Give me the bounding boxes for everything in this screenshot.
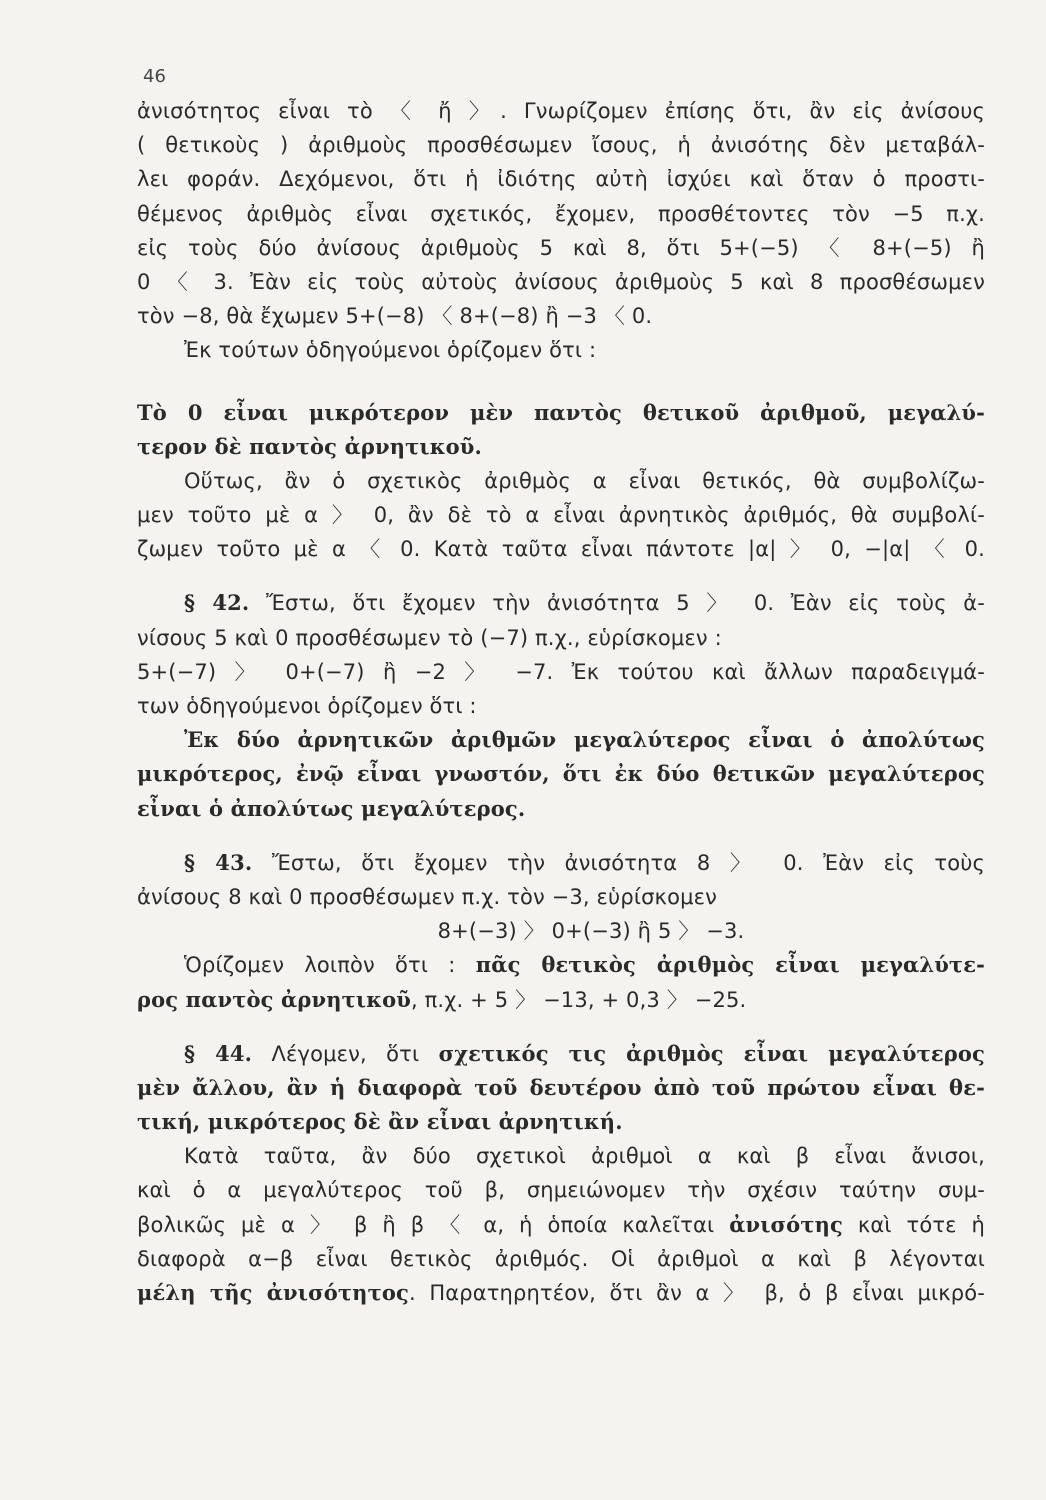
page-number: 46 xyxy=(143,66,166,87)
section-44-line xyxy=(137,1037,985,1071)
formula-line: 8+(−3) 〉 0+(−3) ἢ 5 〉 −3. xyxy=(437,919,745,944)
section-43-line xyxy=(137,846,985,880)
definition-line xyxy=(137,948,985,982)
bold-span: μέλη τῆς ἀνισότητος xyxy=(137,1280,409,1305)
text-line: μεν τοῦτο μὲ α 〉 0, ἂν δὲ τὸ α εἶναι ἀρνητικὸς ἀριθμός, θὰ συμβολί- xyxy=(137,503,985,528)
text-line: 0 〈 3. Ἐὰν εἰς τοὺς αὐτοὺς ἀνίσους ἀριθμοὺς 5 καὶ 8 προσθέσωμεν xyxy=(137,269,985,294)
definition-line: εἶναι ὁ ἀπολύτως μεγαλύτερος. xyxy=(137,795,526,821)
bold-span: σχετικός τις ἀριθμὸς εἶναι μεγαλύτερος xyxy=(438,1040,985,1066)
definition-line: μὲν ἄλλου, ἂν ἡ διαφορὰ τοῦ δευτέρου ἀπὸ τοῦ πρώτου εἶναι θε- xyxy=(137,1074,985,1100)
text-line: λει φοράν. Δεχόμενοι, ὅτι ἡ ἰδιότης αὐτὴ ἰσχύει καὶ ὅταν ὁ προστι- xyxy=(137,167,985,192)
text-line: ( θετικοὺς ) ἀριθμοὺς προσθέσωμεν ἴσους, ἡ ἀνισότης δὲν μεταβάλ- xyxy=(137,133,985,158)
text-span: Ἔστω, ὅτι ἔχομεν τὴν ἀνισότητα 5 〉 0. Ἐὰν εἰς τοὺς ἀ- xyxy=(249,591,986,616)
definition-line: μικρότερος, ἐνῷ εἶναι γνωστόν, ὅτι ἐκ δύο θετικῶν μεγαλύτερος xyxy=(137,761,985,787)
text-line: εἰς τοὺς δύο ἀνίσους ἀριθμοὺς 5 καὶ 8, ὅτι 5+(−5) 〈 8+(−5) ἢ xyxy=(137,235,985,260)
text-line: Ἐκ τούτων ὁδηγούμενοι ὁρίζομεν ὅτι : xyxy=(184,338,597,363)
section-42-line xyxy=(137,586,985,620)
text-span: Λέγομεν, ὅτι xyxy=(252,1041,439,1066)
text-line: ἀνισότητος εἶναι τὸ 〈 ἤ 〉. Γνωρίζομεν ἐπίσης ὅτι, ἂν εἰς ἀνίσους xyxy=(137,99,985,123)
spacer xyxy=(137,1017,985,1037)
text-line: Κατὰ ταῦτα, ἂν δύο σχετικοὶ ἀριθμοὶ α καὶ β εἶναι ἄνισοι, xyxy=(184,1144,985,1169)
text-line: θέμενος ἀριθμὸς εἶναι σχετικός, ἔχομεν, προσθέτοντες τὸν −5 π.χ. xyxy=(137,201,985,226)
text-span: καὶ τότε ἡ xyxy=(842,1212,985,1237)
definition-line: Ἐκ δύο ἀρνητικῶν ἀριθμῶν μεγαλύτερος εἶναι ὁ ἀπολύτως xyxy=(184,727,985,753)
text-line: καὶ ὁ α μεγαλύτερος τοῦ β, σημειώνομεν τὴν σχέσιν ταύτην συμ- xyxy=(137,1178,985,1203)
spacer xyxy=(137,566,985,586)
text-line: ζωμεν τοῦτο μὲ α 〈 0. Κατὰ ταῦτα εἶναι πάντοτε |α| 〉 0, −|α| 〈 0. xyxy=(137,537,985,562)
spacer xyxy=(137,826,985,846)
bold-span: ρος παντὸς ἀρνητικοῦ xyxy=(137,986,411,1012)
text-span: βολικῶς μὲ α 〉 β ἢ β 〈 α, ἡ ὁποία καλεῖται xyxy=(137,1212,730,1237)
bold-span: ἀνισότης xyxy=(729,1211,843,1237)
text-line: 5+(−7) 〉 0+(−7) ἢ −2 〉 −7. Ἐκ τούτου καὶ ἄλλων παραδειγμά- xyxy=(137,659,985,684)
text-span: , π.χ. + 5 〉 −13, + 0,3 〉 −25. xyxy=(410,987,747,1012)
text-span: . Παρατηρητέον, ὅτι ἂν α 〉 β, ὁ β εἶναι μικρό- xyxy=(408,1281,985,1305)
bold-span: πᾶς θετικὸς ἀριθμὸς εἶναι μεγαλύτε- xyxy=(475,952,985,978)
definition-line xyxy=(137,983,985,1017)
text-line xyxy=(137,1276,985,1310)
section-number: § 42. xyxy=(184,590,250,616)
text-line: διαφορὰ α−β εἶναι θετικὸς ἀριθμός. Οἱ ἀριθμοὶ α καὶ β λέγονται xyxy=(137,1246,985,1271)
section-number: § 44. xyxy=(184,1040,253,1066)
page-text xyxy=(137,94,985,1310)
text-line: Οὕτως, ἂν ὁ σχετικὸς ἀριθμὸς α εἶναι θετικός, θὰ συμβολίζω- xyxy=(184,468,985,493)
text-span: Ἔστω, ὅτι ἔχομεν τὴν ἀνισότητα 8 〉 0. Ἐὰν εἰς τοὺς xyxy=(252,850,985,875)
text-span: Ὁρίζομεν λοιπὸν ὅτι : xyxy=(184,953,476,978)
definition-line: τική, μικρότερος δὲ ἂν εἶναι ἀρνητική. xyxy=(137,1109,623,1135)
definition-line: Τὸ 0 εἶναι μικρότερον μὲν παντὸς θετικοῦ ἀριθμοῦ, μεγαλύ- xyxy=(137,399,985,425)
text-line: των ὁδηγούμενοι ὁρίζομεν ὅτι : xyxy=(137,694,477,718)
text-line: νίσους 5 καὶ 0 προσθέσωμεν τὸ (−7) π.χ., εὑρίσκομεν : xyxy=(137,625,722,650)
section-number: § 43. xyxy=(184,849,253,875)
text-line: ἀνίσους 8 καὶ 0 προσθέσωμεν π.χ. τὸν −3, εὑρίσκομεν xyxy=(137,884,717,909)
text-line xyxy=(137,1208,985,1242)
spacer xyxy=(137,368,985,396)
definition-line: τερον δὲ παντὸς ἀρνητικοῦ. xyxy=(137,433,482,459)
text-line: τὸν −8, θὰ ἔχωμεν 5+(−8) 〈 8+(−8) ἢ −3 〈 0. xyxy=(137,304,653,329)
